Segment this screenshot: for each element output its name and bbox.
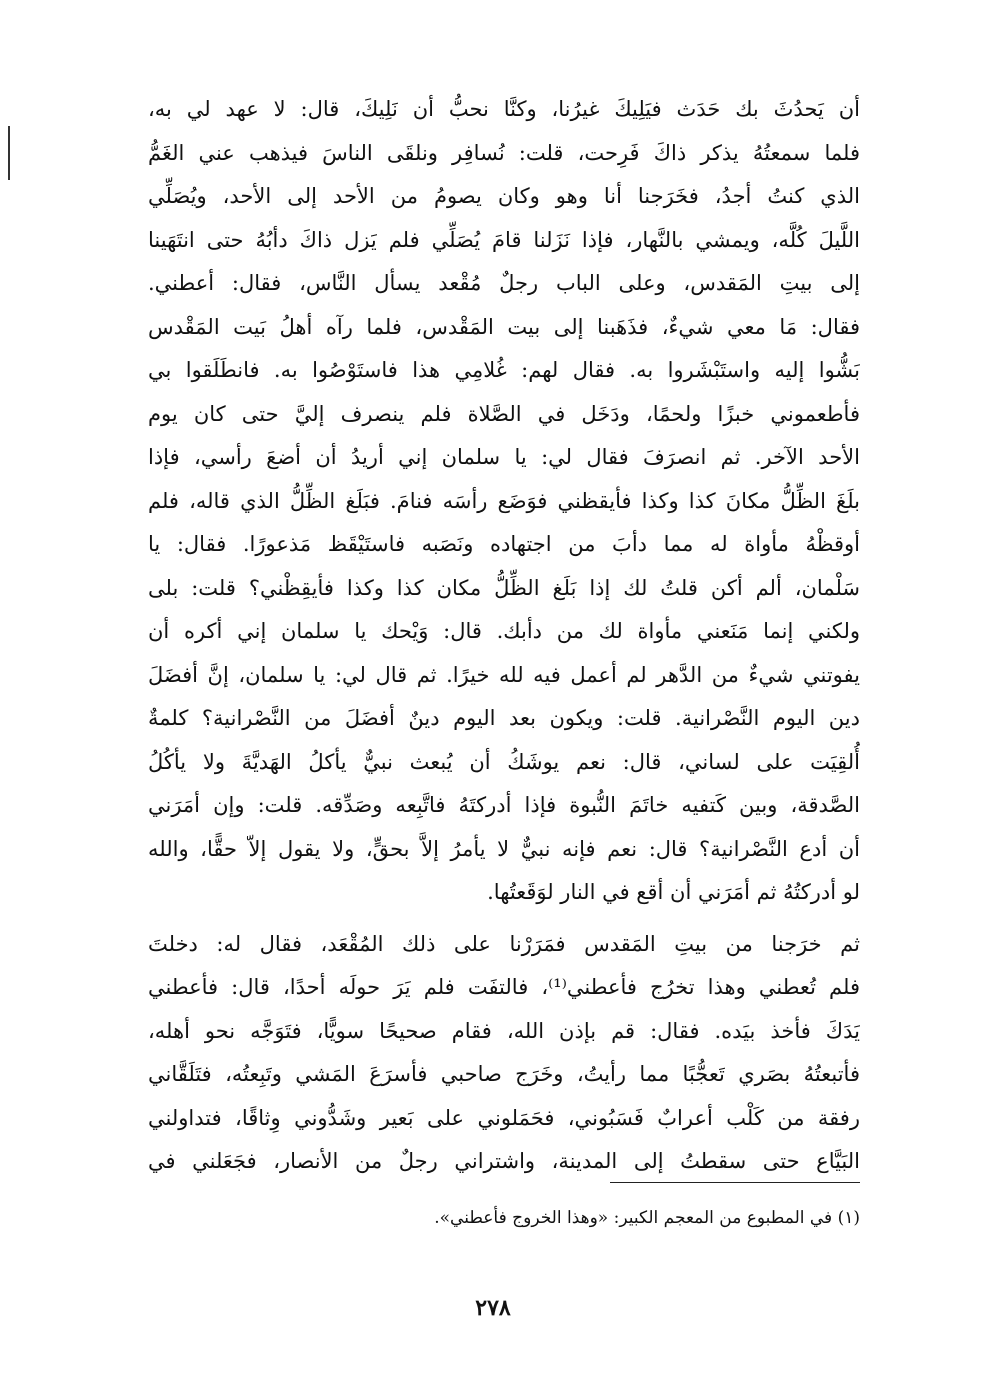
text-line: فلما سمعتُهُ يذكر ذاكَ فَرِحت، قلت: نُسافِر ونلقَى الناسَ فيذهب عني الغَمُّ xyxy=(148,140,860,165)
footnote: (١) في المطبوع من المعجم الكبير: «وهذا الخروج فأعطني». xyxy=(434,1208,860,1228)
text-line: إلى بيتِ المَقدس، وعلى الباب رجلٌ مُقْعد يسأل النَّاس، فقال: أعطني. xyxy=(148,271,860,295)
margin-mark xyxy=(8,126,10,180)
text-line: يفوتني شيءٌ من الدَّهر لم أعمل فيه لله خيرًا. ثم قال لي: يا سلمان، إنَّ أفضَلَ xyxy=(148,662,860,687)
text-line: الذي كنتُ أجدُ، فخَرَجنا أنا وهو وكان يصومُ من الأحد إلى الأحد، ويُصَلِّي xyxy=(148,184,860,208)
text-line: فلم تُعطني وهذا تخرُج فأعطني⁽¹⁾، فالتفَت فلم يَرَ حولَه أحدًا، قال: فأعطني xyxy=(148,975,860,999)
page-number: ٢٧٨ xyxy=(475,1295,511,1321)
text-line: بَشُّوا إليه واستَبْشَروا به. فقال لهم: غُلامِي هذا فاستَوْصُوا به. فانطَلَقوا بي xyxy=(148,358,860,382)
text-line: أن يَحدُثَ بك حَدَث فيَلِيكَ غيرُنا، وكنَّا نحبُّ أن نَلِيكَ، قال: لا عهد لي به، xyxy=(148,97,860,121)
text-line: فأطعموني خبزًا ولحمًا، ودَخَل في الصَّلاة فلم ينصرف إليَّ حتى كان يوم xyxy=(148,401,860,426)
text-line: فقال: مَا معي شيءٌ، فذَهَبنا إلى بيت المَقْدس، فلما رآه أهلُ بَيت المَقْدس xyxy=(148,314,860,339)
text-line: البَيَّاع حتى سقطتُ إلى المدينة، واشتراني رجلٌ من الأنصار، فجَعَلني في xyxy=(148,1149,860,1173)
text-line: ثم خرَجنا من بيتِ المَقدس فمَرَرْنا على ذلك المُقْعَد، فقال له: دخلتَ xyxy=(148,931,860,956)
text-line: أن أدع النَّصْرانية؟ قال: نعم فإنه نبيٌّ لا يأمرُ إلاَّ بحقٍّ، ولا يقول إلاّ حقًّا، والله xyxy=(148,836,860,861)
text-line: يَدَكَ فأخذ بيَده. فقال: قم بإذن الله، فقام صحيحًا سويًّا، فتَوَجَّه نحو أهله، xyxy=(148,1018,860,1043)
text-line: دين اليوم النَّصْرانية. قلت: ويكون بعد اليوم دينٌ أفضَلَ من النَّصْرانية؟ كلمةٌ xyxy=(148,706,860,730)
text-line: سَلْمان، ألم أكن قلتُ لك إذا بَلَغ الظِّلُّ مكان كذا وكذا فأيقِظْني؟ قلت: بلى xyxy=(148,575,860,600)
text-line: اللَّيلَ كُلَّه، ويمشي بالنَّهار، فإذا نَزَلنا قامَ يُصَلِّي فلم يَزل ذاكَ دأبُهُ حتى انتَهَينا xyxy=(148,227,860,252)
text-line: فأتبعتُهُ بصَري تَعجُّبًا مما رأيتُ، وخَرَج صاحبي فأسرَعَ المَشي وتَبِعتُه، فتَلَقَّاني xyxy=(148,1062,860,1086)
text-line: أوقظْهُ مأواة له مما دأبَ من اجتهاده ونَصَبه فاستَيْقَظ مَذعورًا. فقال: يا xyxy=(148,532,860,556)
text-line: رفقة من كَلْب أعرابٌ فَسَبُوني، فحَمَلوني على بَعير وشَدُّوني وِثاقًا، فتداولني xyxy=(148,1105,860,1130)
paragraph-gap xyxy=(148,915,860,923)
footnote-separator xyxy=(610,1182,860,1183)
text-line: لو أدركتُهُ ثم أمَرَني أن أقع في النار لوَقَعتُها. xyxy=(487,880,860,904)
text-line: الصَّدقة، وبين كَتفيه خاتَمَ النُّبوة فإذا أدركتَهُ فاتَّبِعه وصَدِّقه. قلت: وإن أمَرَني xyxy=(148,793,860,817)
text-line: بلَغَ الظِّلُّ مكانَ كذا وكذا فأيقظني فوَضَع رأسَه فنامَ. فبَلَغ الظِّلُّ الذي قاله، فلم xyxy=(148,488,860,513)
main-text xyxy=(148,88,860,1184)
text-line: ولكني إنما مَنَعني مأواة لك من دأبك. قال: وَيْحك يا سلمان إني أكره أن xyxy=(148,619,860,643)
text-line: أُلقِيَت على لساني، قال: نعم يوشَكُ أن يُبعث نبيٌّ يأكلُ الهَديَّةَ ولا يأكُلُ xyxy=(148,749,860,774)
text-line: الأحد الآخر. ثم انصرَفَ فقال لي: يا سلمان إني أريدُ أن أضعَ رأسي، فإذا xyxy=(148,445,860,469)
